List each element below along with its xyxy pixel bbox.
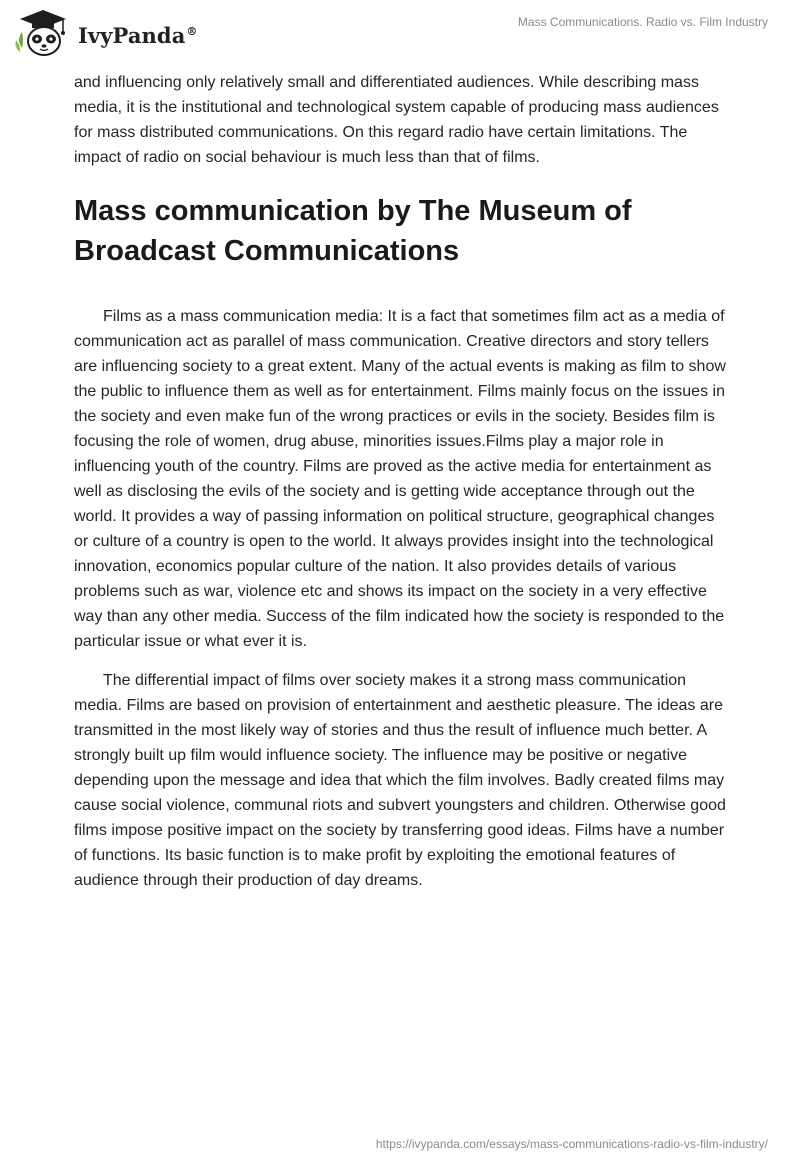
- document-title: Mass Communications. Radio vs. Film Industry: [517, 15, 768, 29]
- page-header: [0, 0, 800, 66]
- brand-name: IvyPanda®: [78, 22, 198, 48]
- brand-logo[interactable]: [14, 8, 198, 58]
- article-body: [74, 70, 730, 893]
- source-url[interactable]: https://ivypanda.com/essays/mass-communications-radio-vs-film-industry/: [375, 1137, 768, 1151]
- panda-graduate-icon: [14, 8, 72, 58]
- intro-paragraph: and influencing only relatively small and differentiated audiences. While describing mass media, it is the institutional and technological system capable of producing mass audiences for mass distributed communications. On this regard radio have certain limitations. The impact of radio on social behaviour is much less than that of films.: [74, 74, 719, 166]
- body-paragraph: The differential impact of films over society makes it a strong mass communication media. Films are based on provision of entertainment and aesthetic pleasure. The ideas are transmitted in the most likely way of stories and thus the result of influence much better. A strongly built up film would influence society. The influence may be positive or negative depending upon the message and idea that which the film involves. Badly created films may cause social violence, communal riots and subvert youngsters and children. Otherwise good films impose positive impact on the society by transferring good ideas. Films have a number of functions. Its basic function is to make profit by exploiting the emotional features of audience through their production of day dreams.: [74, 672, 726, 889]
- body-paragraph: Films as a mass communication media: It is a fact that sometimes film act as a media of communication act as parallel of mass communication. Creative directors and story tellers are influencing society to a great extent. Many of the actual events is making as film to show the public to influence them as well as for entertainment. Films mainly focus on the issues in the society and even make fun of the wrong practices or evils in the society. Besides film is focusing the role of women, drug abuse, minorities issues.Films play a major role in influencing youth of the country. Films are proved as the active media for entertainment as well as disclosing the evils of the society and is getting wide acceptance through out the world. It provides a way of passing information on political structure, geographical changes or culture of a country is open to the world. It always provides insight into the technological innovation, economics popular culture of the nation. It also provides details of various problems such as war, violence etc and shows its impact on the society in a very effective way than any other media. Success of the film indicated how the society is responded to the particular issue or what ever it is.: [74, 308, 726, 650]
- registered-mark: ®: [186, 24, 198, 38]
- section-heading: Mass communication by The Museum of Broadcast Communications: [74, 195, 632, 267]
